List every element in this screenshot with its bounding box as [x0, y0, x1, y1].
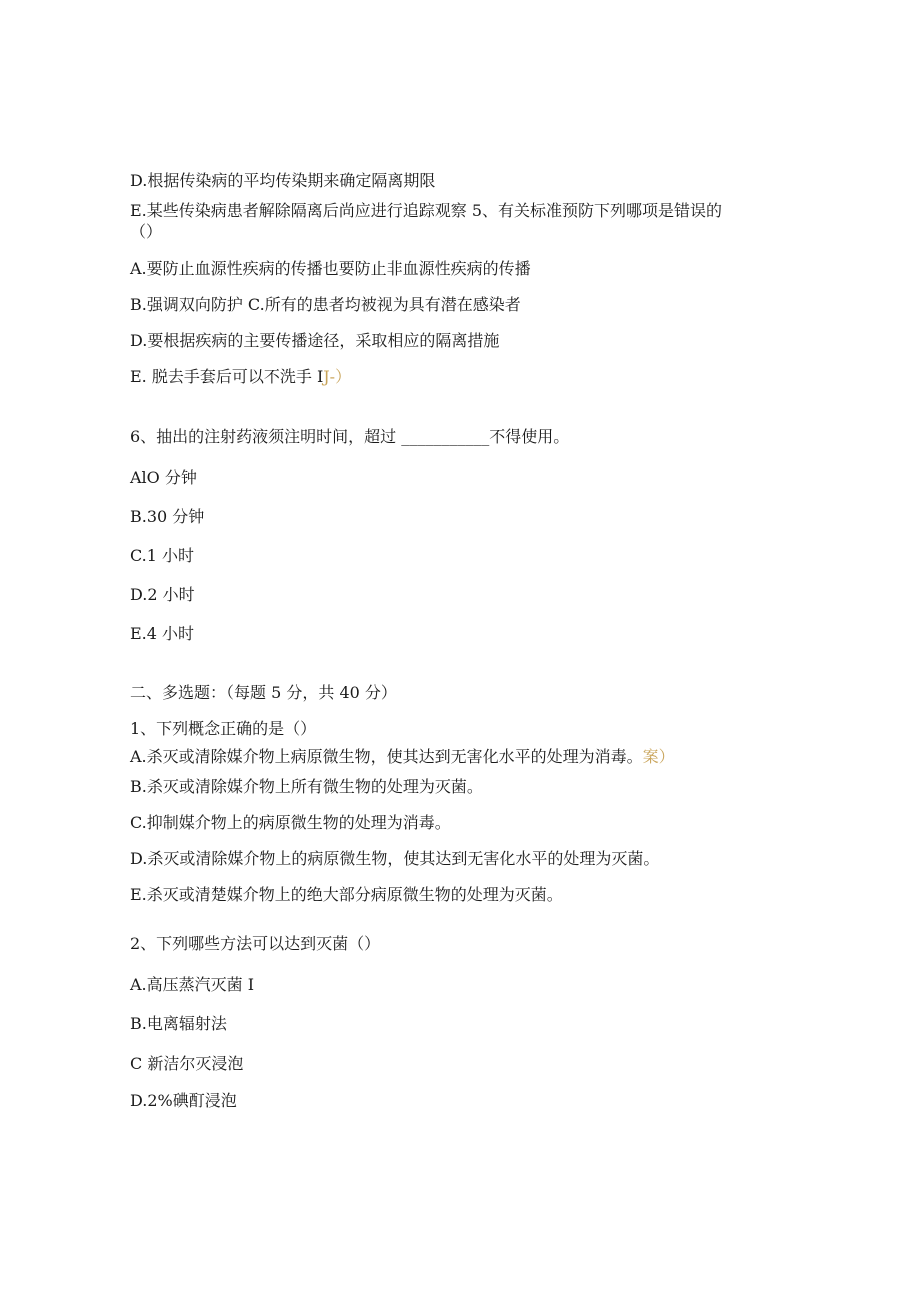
option-line: D.2%碘酊浸泡 [130, 1091, 237, 1110]
option-line: D.杀灭或清除媒介物上的病原微生物，使其达到无害化水平的处理为灭菌。 [130, 849, 660, 868]
option-line: B.杀灭或清除媒介物上所有微生物的处理为灭菌。 [130, 777, 483, 796]
option-line: D.2 小时 [130, 585, 195, 604]
option-line: A.高压蒸汽灭菌 I [130, 975, 255, 994]
option-line: B.强调双向防护 C.所有的患者均被视为具有潜在感染者 [130, 295, 521, 314]
option-line: A.要防止血源性疾病的传播也要防止非血源性疾病的传播 [130, 259, 531, 278]
option-line: D.要根据疾病的主要传播途径，采取相应的隔离措施 [130, 331, 500, 350]
option-line: C.抑制媒介物上的病原微生物的处理为消毒。 [130, 813, 451, 832]
question-line: 2、下列哪些方法可以达到灭菌（） [130, 934, 381, 953]
option-line: E.杀灭或清楚媒介物上的绝大部分病原微生物的处理为灭菌。 [130, 885, 563, 904]
option-line: D.根据传染病的平均传染期来确定隔离期限 [130, 171, 436, 190]
option-line: E. 脱去手套后可以不洗手 IJ-） [130, 367, 352, 386]
option-line: C.1 小时 [130, 546, 195, 565]
option-line: E.某些传染病患者解除隔离后尚应进行追踪观察 5、有关标准预防下列哪项是错误的 [130, 201, 723, 220]
option-line: C 新洁尔灭浸泡 [130, 1054, 244, 1073]
section-heading: 二、多选题：（每题 5 分，共 40 分） [130, 683, 397, 702]
answer-parentheses: （） [130, 222, 163, 241]
answer-mark: J-） [323, 367, 352, 386]
option-line: AlO 分钟 [130, 468, 197, 487]
option-line: E.4 小时 [130, 624, 195, 643]
answer-mark: 案） [642, 747, 675, 766]
option-line: B.30 分钟 [130, 507, 205, 526]
option-line: B.电离辐射法 [130, 1014, 227, 1033]
option-line: A.杀灭或清除媒介物上病原微生物，使其达到无害化水平的处理为消毒。案） [130, 747, 675, 766]
question-line: 1、下列概念正确的是（） [130, 719, 317, 738]
question-line: 6、抽出的注射药液须注明时间，超过 ___________不得使用。 [130, 427, 570, 446]
